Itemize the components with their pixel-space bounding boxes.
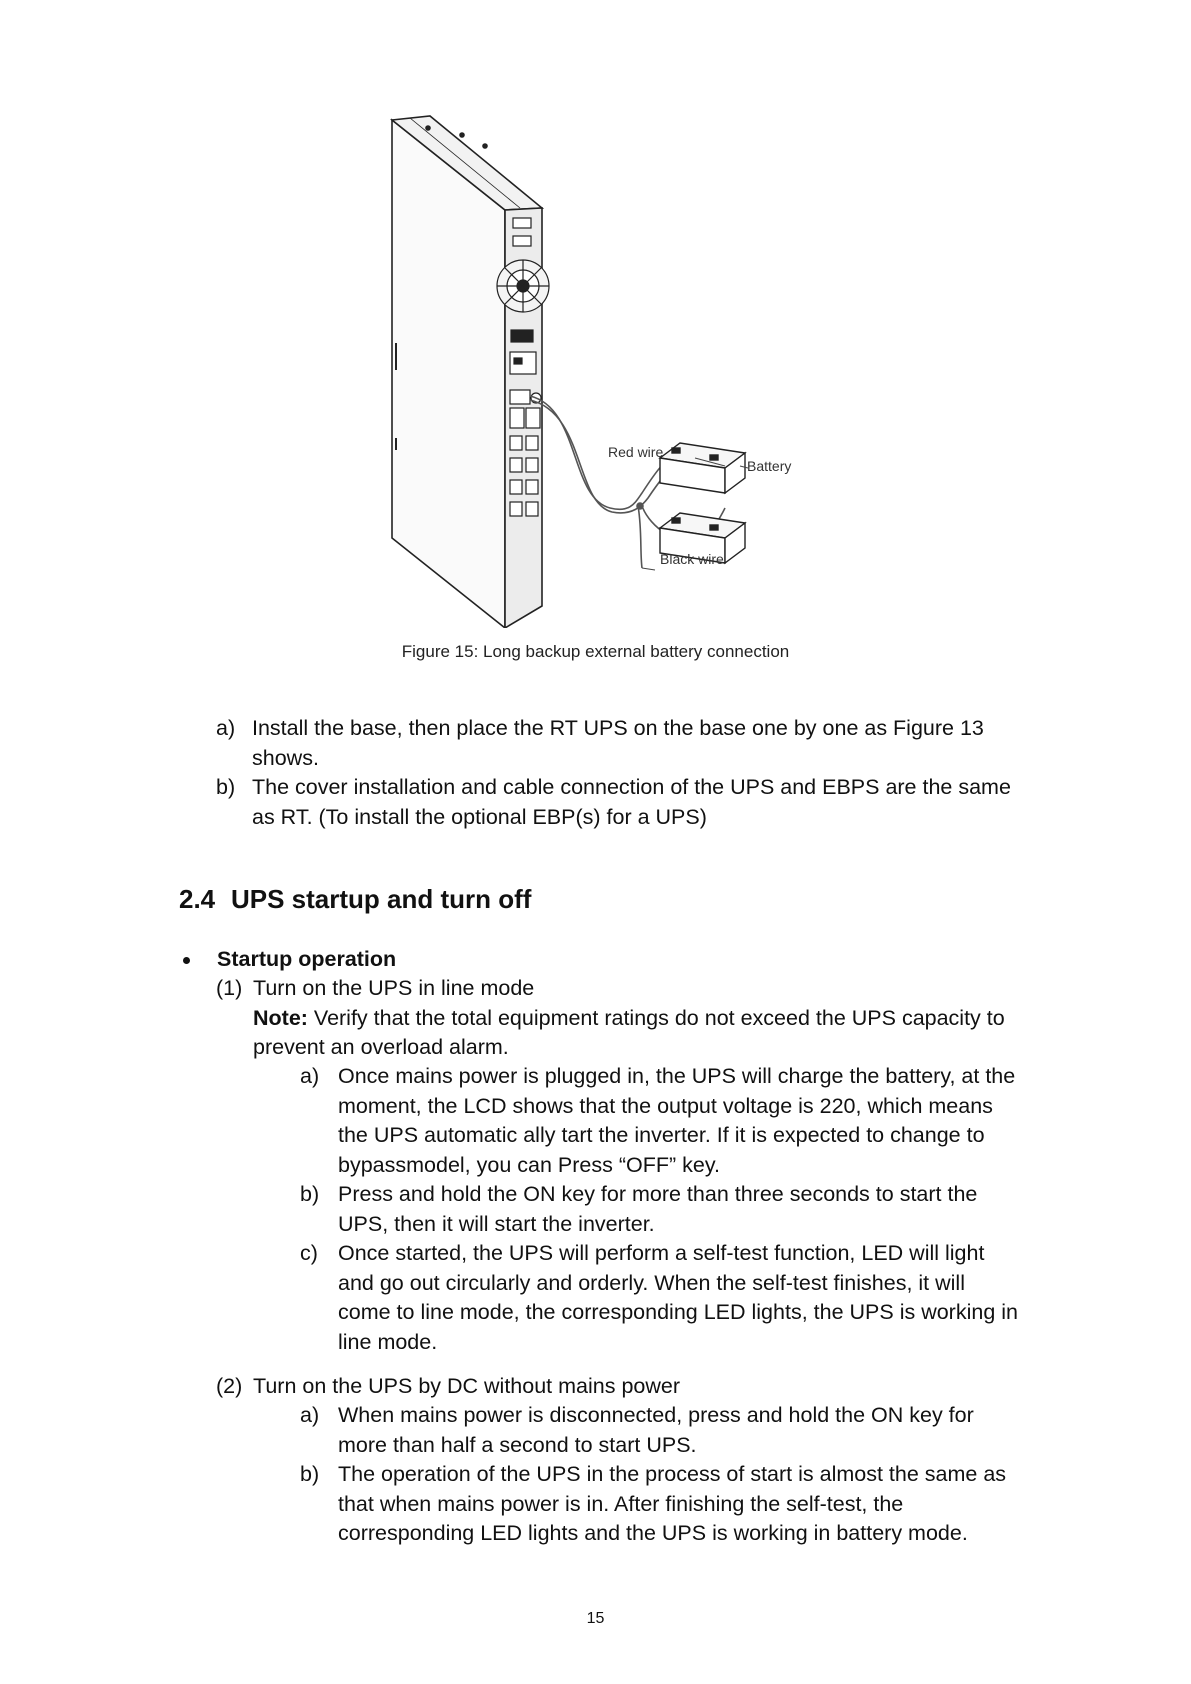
outlet-4 <box>526 458 538 472</box>
step-2 <box>216 1372 1036 1402</box>
rear-connector-top <box>513 218 531 228</box>
cable-black <box>638 506 642 568</box>
outlet-3 <box>510 458 522 472</box>
list-item <box>300 1239 1020 1357</box>
section-number: 2.4 <box>179 884 216 914</box>
list-text: Once started, the UPS will perform a self-test function, LED will light and go out circularly and orderly. When the self-test finishes, it will come to line mode, the corresponding LED lights, the UPS is working in line mode. <box>338 1241 1018 1354</box>
list-marker: a) <box>216 716 236 740</box>
list-marker: b) <box>216 775 236 799</box>
bullet-dot-icon <box>183 957 190 964</box>
note-label: Note: <box>253 1005 308 1030</box>
list-marker: a) <box>300 1403 320 1427</box>
intro-list <box>216 714 1036 832</box>
list-item <box>300 1062 1020 1180</box>
battery-port <box>510 390 530 404</box>
outlet-8 <box>526 502 538 516</box>
list-item <box>300 1180 1020 1239</box>
list-text: The operation of the UPS in the process of start is almost the same as that when mains power is in. After finishing the self-test, the corresponding LED lights and the UPS is working in battery mode. <box>338 1462 1007 1545</box>
step-marker: (1) <box>216 976 243 1000</box>
outlet-6 <box>526 480 538 494</box>
ups-battery-illustration <box>380 108 880 628</box>
step-note <box>253 1004 1036 1063</box>
list-text: Install the base, then place the RT UPS on the base one by one as Figure 13 shows. <box>252 716 984 770</box>
list-text: Once mains power is plugged in, the UPS will charge the battery, at the moment, the LCD shows that the output voltage is 220, which means the UPS automatic ally tart the inverter. If it is expected to change to bypassmodel, you can Press “OFF” key. <box>338 1064 1016 1177</box>
outlet-7 <box>510 502 522 516</box>
list-item <box>300 1460 1020 1549</box>
step-title: Turn on the UPS in line mode <box>253 976 535 1000</box>
section-title: UPS startup and turn off <box>231 884 532 914</box>
bullet-title: Startup operation <box>217 947 397 971</box>
list-text: The cover installation and cable connection of the UPS and EBPS are the same as RT. (To install the optional EBP(s) for a UPS) <box>252 775 1011 829</box>
step-1 <box>216 974 1036 1063</box>
comm-slot <box>511 330 533 342</box>
list-text: When mains power is disconnected, press and hold the ON key for more than half a second to start UPS. <box>338 1403 974 1457</box>
list-marker: b) <box>300 1182 320 1206</box>
list-marker: a) <box>300 1064 320 1088</box>
outlet-2 <box>526 436 538 450</box>
list-text: Press and hold the ON key for more than three seconds to start the UPS, then it will start the inverter. <box>338 1182 978 1236</box>
red-wire-label: Red wire <box>608 444 664 460</box>
step-2-items <box>300 1401 1020 1549</box>
list-item <box>300 1401 1020 1460</box>
list-item <box>216 773 1036 832</box>
list-marker: c) <box>300 1241 318 1265</box>
battery-label: Battery <box>747 458 792 474</box>
page-number: 15 <box>586 1610 605 1627</box>
outlet-1 <box>510 436 522 450</box>
list-marker: b) <box>300 1462 320 1486</box>
note-text: Verify that the total equipment ratings do not exceed the UPS capacity to prevent an overload alarm. <box>253 1005 1005 1059</box>
ups-battery-figure <box>380 108 880 628</box>
step-1-items <box>300 1062 1020 1357</box>
rear-port <box>513 236 531 246</box>
list-item <box>216 714 1036 773</box>
black-wire-label: Black wire <box>660 551 724 567</box>
step-marker: (2) <box>216 1374 243 1398</box>
step-title: Turn on the UPS by DC without mains power <box>253 1374 680 1398</box>
outlet-5 <box>510 480 522 494</box>
section-heading <box>179 884 531 915</box>
figure-caption: Figure 15: Long backup external battery connection <box>401 642 790 661</box>
input-socket <box>510 408 524 428</box>
